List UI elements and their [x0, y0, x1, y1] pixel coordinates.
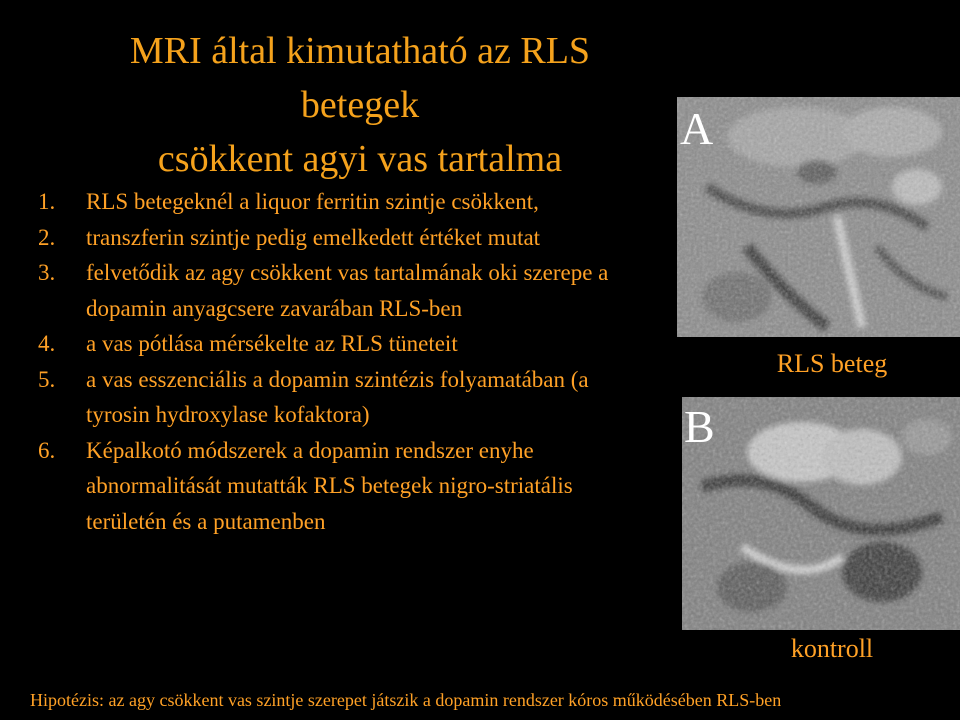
- list-item-number: 1.: [38, 189, 56, 214]
- panel-letter-b: B: [684, 401, 715, 452]
- list-item: [38, 362, 648, 433]
- title-line-3: csökkent agyi vas tartalma: [157, 138, 563, 180]
- mri-image-control: [682, 397, 960, 630]
- list-item-text: a vas esszenciális a dopamin szintézis folyamatában (a tyrosin hydroxylase kofaktora): [86, 366, 589, 427]
- slide-title: [60, 24, 660, 186]
- caption-control: kontroll: [790, 634, 874, 663]
- list-item: [38, 433, 648, 540]
- list-item-text: Képalkotó módszerek a dopamin rendszer enyhe abnormalitását mutatták RLS betegek nigro-striatális területén és a putamenben: [86, 437, 573, 534]
- list-item-number: 3.: [38, 260, 56, 285]
- list-item-number: 5.: [38, 366, 56, 392]
- list-item: [38, 255, 648, 326]
- mri-scan-b-graphic: [682, 397, 960, 630]
- panel-letter-a: A: [680, 103, 714, 154]
- list-item-text: transzferin szintje pedig emelkedett értéket mutat: [86, 224, 541, 250]
- hypothesis-footer: Hipotézis: az agy csökkent vas szintje szerepet játszik a dopamin rendszer kóros működésében RLS-ben: [30, 690, 782, 710]
- caption-rls-patient: RLS beteg: [776, 349, 888, 378]
- list-item: [38, 184, 648, 220]
- list-item-number: 6.: [38, 437, 56, 463]
- list-item-text: felvetődik az agy csökkent vas tartalmának oki szerepe a dopamin anyagcsere zavarában RLS-ben: [86, 260, 609, 321]
- title-line-1: MRI által kimutatható az RLS: [129, 30, 591, 72]
- list-item-number: 4.: [38, 331, 56, 356]
- list-item: [38, 326, 648, 362]
- mri-scan-a-graphic: [677, 97, 960, 337]
- list-item: [38, 220, 648, 256]
- list-item-text: a vas pótlása mérsékelte az RLS tüneteit: [86, 331, 458, 356]
- list-item-number: 2.: [38, 224, 56, 250]
- mri-image-rls-patient: [677, 97, 960, 337]
- title-line-2: betegek: [300, 84, 420, 126]
- findings-list: [38, 184, 648, 539]
- list-item-text: RLS betegeknél a liquor ferritin szintje csökkent,: [86, 189, 539, 214]
